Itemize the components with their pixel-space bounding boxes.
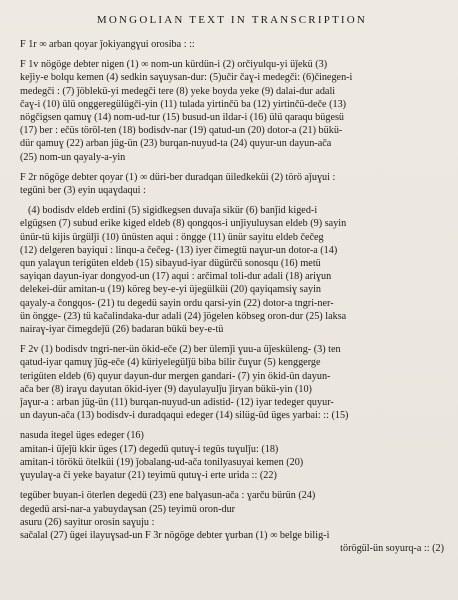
text-line: degedü arsi-nar-a yabuydaɣsan (25) teyimü oron-dur (20, 503, 236, 515)
verse-line: amitan-i törökü ötelküi (19) ǰobalang-ud-ača tonilyasuyai kemen (20) (20, 456, 304, 468)
text-line: qatud-iyar qamuɣ ǰüg-eče (4) küriyelegülǰü biba bilir čuɣur (5) kenggerge (20, 357, 321, 369)
text-line: qayaly-a čongqos- (21) tu degedü sayin ordu qarsi-yin (22) dotor-a tngri-ner- (20, 297, 334, 309)
text-line: F 1v nögöge debter nigen (1) ∞ nom-un kürdün-i (2) orčiyulqu-yi üǰekü (3) (20, 59, 328, 71)
folio-2v (20, 343, 444, 422)
text-line: čaɣ-i (10) ülü onggeregülügči-yin (11) tulada yirtinčü ba (12) yirtinčü-deče (13) (20, 98, 347, 110)
text-line: un dayun-ača (13) bodisdv-i duradqaqui edeger (14) silüg-üd üges yarbai: :: (15) (20, 410, 349, 422)
folio-1r (20, 38, 444, 51)
text-line: keǰiy-e bolqu kemen (4) sedkin saɣuysan-dur: (5)učir čaɣ-i medegči: (6)činegen-i (20, 72, 353, 84)
text-line: delekei-dür amitan-u (19) köreg bey-e-yi üjegülküi (20) qayiqamsiɣ sayin (20, 284, 322, 296)
verse-line: nasuda itegel üges edeger (16) (20, 430, 144, 442)
text-line: elgügsen (7) subud erike kiged eldeb (8) qongqos-i unǰiyuluysan eldeb (9) sayin (20, 218, 347, 230)
text-line: nögčigsen qamuɣ (14) nom-ud-tur (15) busud-un ildar-i (16) ülü qaraqu bügesü (20, 112, 345, 124)
text-line: sayiqan dayun-iyar dongyod-un (17) aqui : arčimal toli-dur adali (18) ariɣun (20, 271, 332, 283)
text-line: törögül-ün soyurq-a :: (2) (340, 543, 444, 555)
verse-block (20, 429, 444, 482)
text-line: nairaɣ-iyar čimegdeǰü (26) badaran bükü bey-e-tü (20, 324, 224, 336)
text-line: ünür-tü kijis ürgülǰi (10) ünüsten aqui : öngge (11) ünür sayitu eldeb čečeg (20, 231, 324, 243)
text-line: (25) nom-un qayaly-a-yin (20, 151, 126, 163)
text-line: (17) ber : ečüs töröl-ten (18) bodisdv-nar (19) qatud-un (20) dotor-a (21) bükü- (20, 125, 343, 137)
text-line: medegči : (7) ǰöblekü-yi medegči tere (8) yeke boyda yeke (9) dalai-dur adali (20, 85, 336, 97)
text-line: (4) bodisdv eldeb erdini (5) sigidkegsen duvaǰa sikür (6) banǰid kiged-i (28, 205, 318, 217)
folio-2r-body (20, 204, 444, 336)
text-line: tegüber buyan-i öterlen degedü (23) ene balɣasun-ača : ɣarču bürün (24) (20, 490, 316, 502)
text-line: asuru (26) sayitur orosin saɣuju : (20, 516, 155, 528)
folio-2r-heading (20, 171, 444, 197)
text-line: (12) delgeren bayiqui : linqu-a čečeg- (13) iyer čimegtü naɣur-un dotor-a (14) (20, 244, 338, 256)
text-line: F 2v (1) bodisdv tngri-ner-ün ökid-eče (2) ber ülemǰi ɣuu-a üǰesküleng- (3) ten (20, 344, 341, 356)
text-line: qun yalaɣun terigüten eldeb (15) sibayud-iyar dügürčü sonosqu (16) metü (20, 258, 321, 270)
text-line: F 2r nögöge debter qoyar (1) ∞ düri-ber duradqan üiledkeküi (2) törö aǰuɣui : (20, 171, 336, 183)
text-line: dür qamuɣ (22) arban jüg-ün (23) burqan-nuyud-ta (24) quyur-un dayun-ača (20, 138, 332, 150)
text-line: terigüten eldeb (6) quyur dayun-dur mergen gandari- (7) yin ökid-ün dayun- (20, 370, 331, 382)
text-line: sačalal (27) ügei ilayuɣsad-un F 3r nögöge debter ɣurban (1) ∞ belge bilig-i (20, 529, 330, 541)
text-line: ǰaɣur-a : arban jüg-ün (11) burqan-nuyud-un adistid- (12) iyar tedeger quyur- (20, 397, 334, 409)
folio-1v (20, 58, 444, 164)
text-line: ača ber (8) iraɣu dayutan ökid-iyer (9) dayulayulǰu ǰiryan bükü-yin (10) (20, 383, 312, 395)
page-header: MONGOLIAN TEXT IN TRANSCRIPTION (96, 14, 368, 26)
verse-line: ɣuyulaɣ-a či yeke bayatur (21) teyimü qutuɣ-i erte urida :: (22) (20, 470, 277, 482)
final-block (20, 489, 444, 555)
text-line: tegüni ber (3) eyin uqaɣdaqui : (20, 185, 146, 197)
text-line: F 1r ∞ arban qoyar ǰokiyangɣui orosiba : :: (20, 39, 195, 50)
verse-line: amitan-i üǰeǰü kkir üges (17) degedü qutuɣ-i tegüs tuɣulǰu: (18) (20, 443, 279, 455)
text-line: ün öngge- (23) tü kačalindaka-dur adali (24) ǰögelen köbseg oron-dur (25) laksa (20, 310, 347, 322)
